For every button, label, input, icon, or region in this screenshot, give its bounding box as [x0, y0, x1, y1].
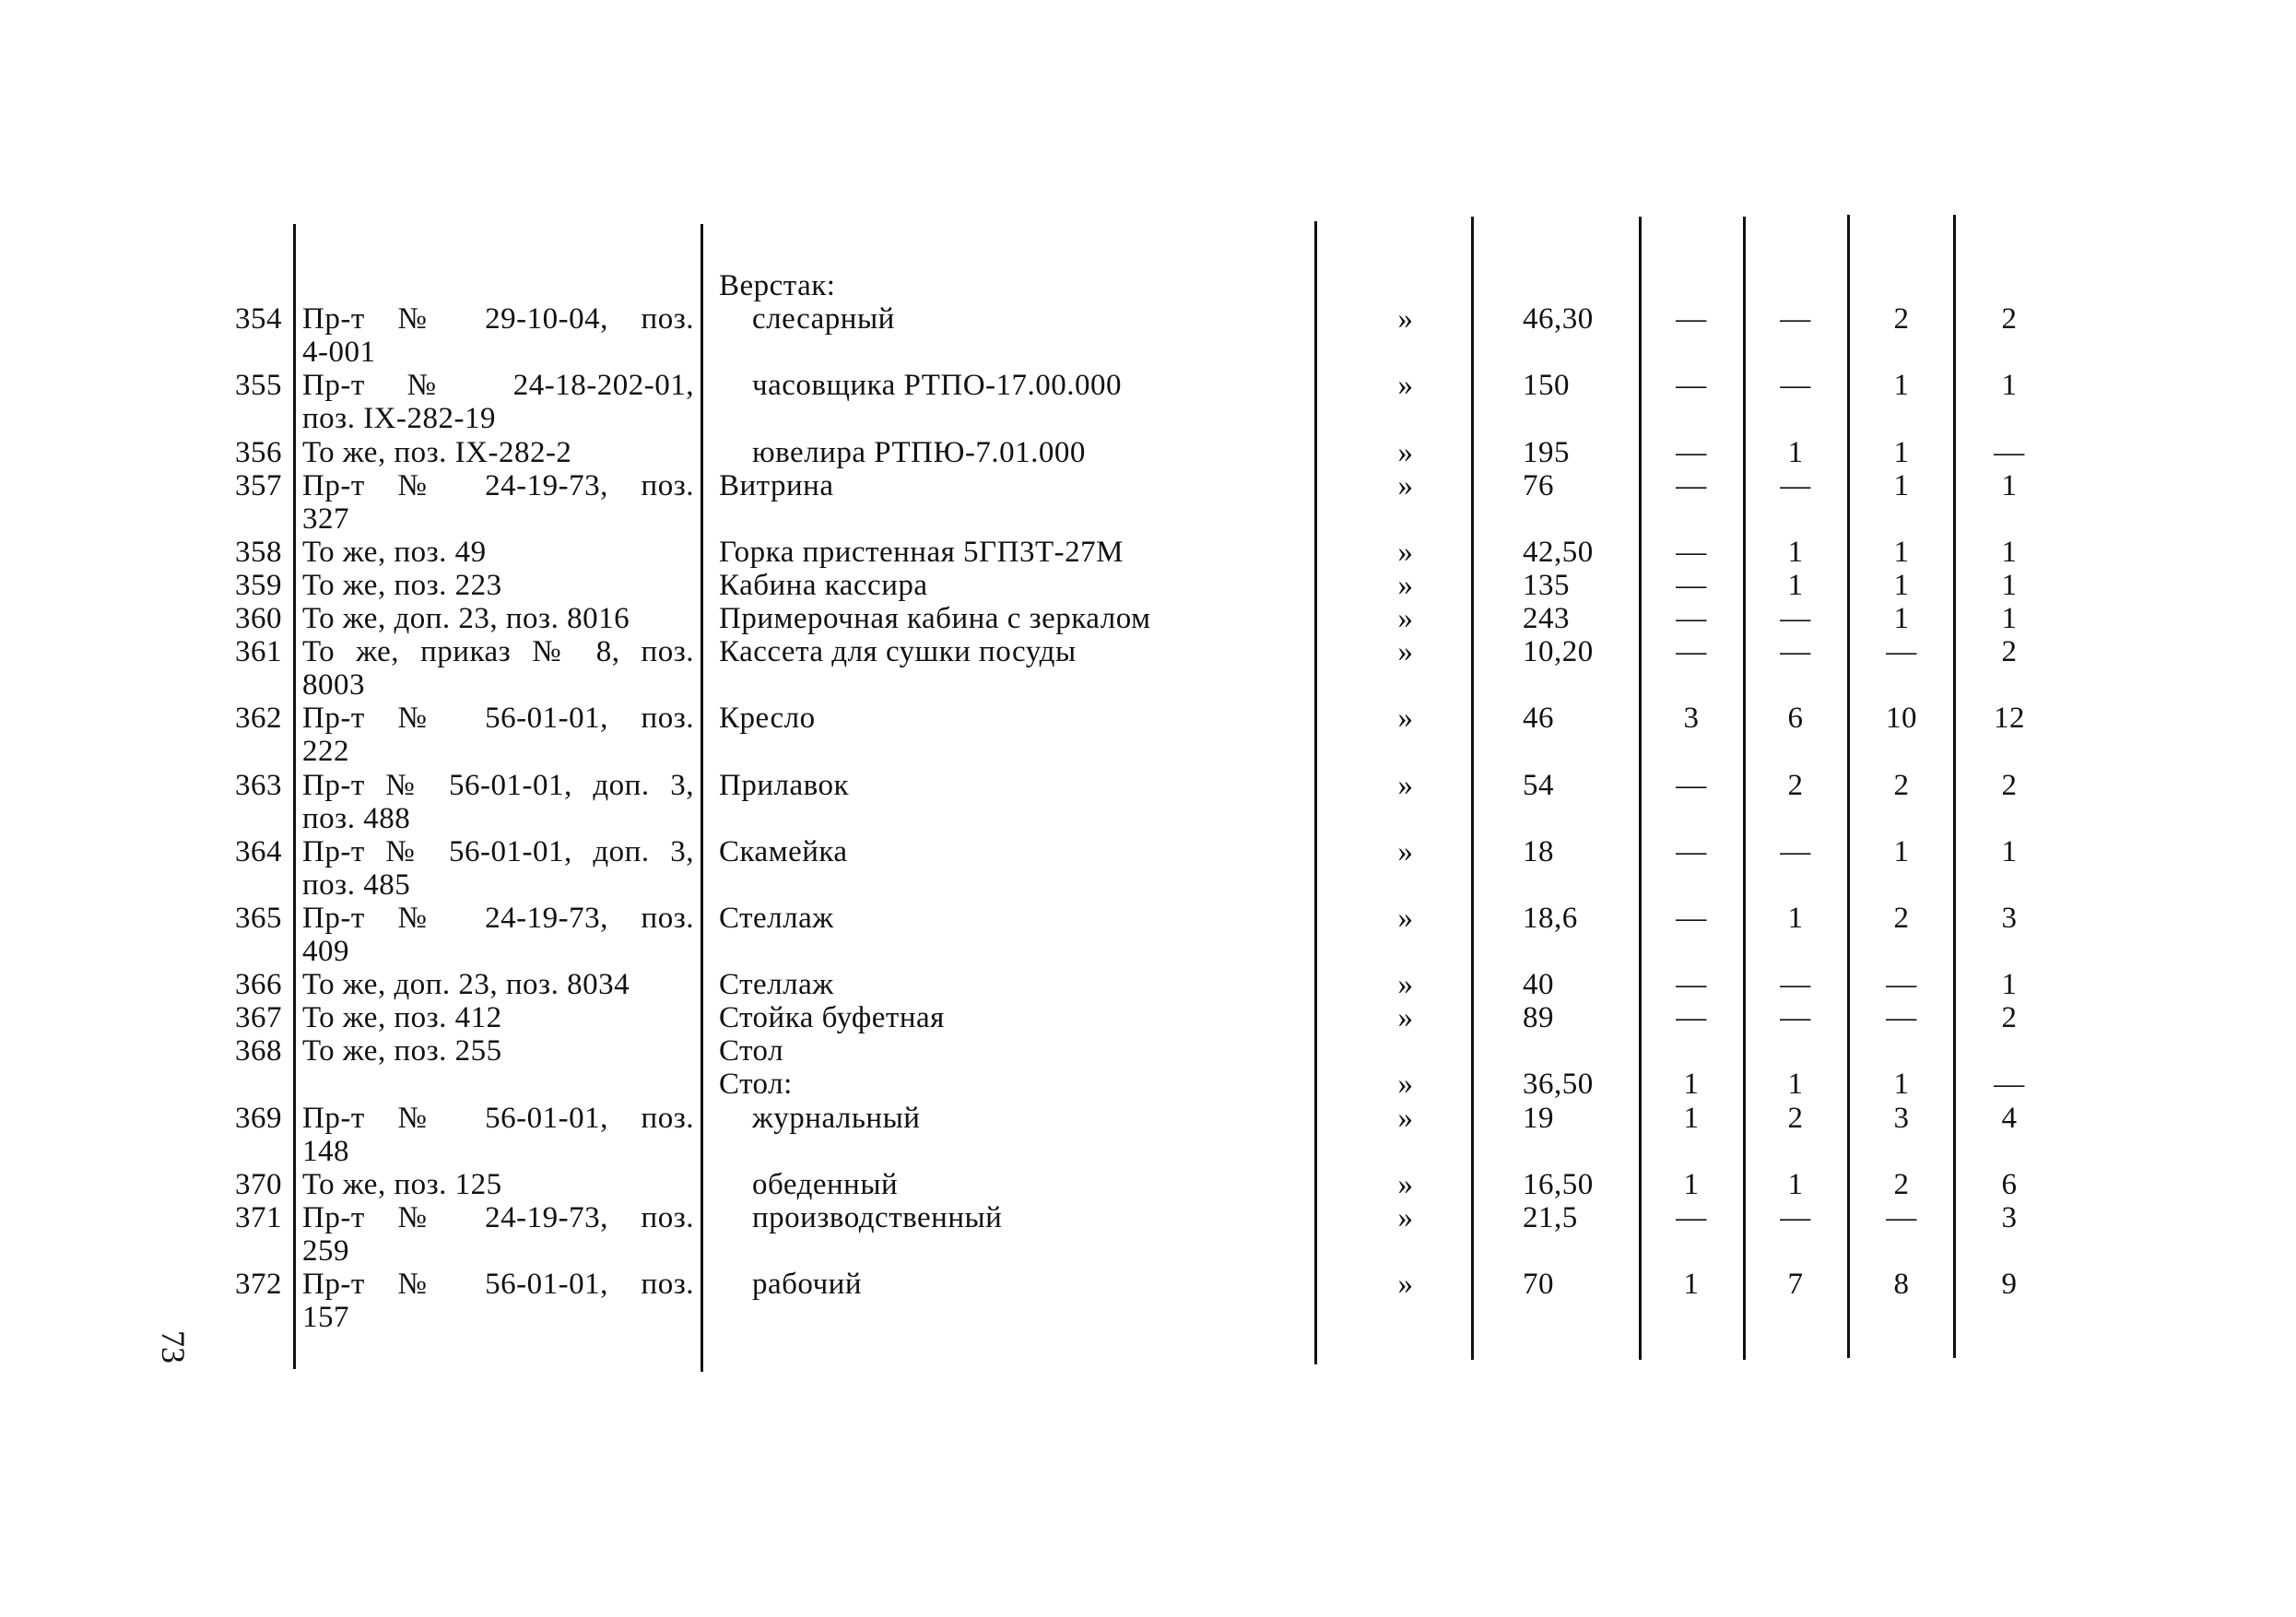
column-divider — [1953, 215, 1956, 1358]
reference-line: поз. 485 — [302, 868, 411, 902]
count-col-4: 3 — [2001, 1200, 2018, 1234]
count-col-3: — — [1886, 635, 1917, 669]
reference-line: То же, поз. IX-282-2 — [302, 435, 572, 469]
reference-line: 222 — [302, 735, 349, 769]
count-col-4: 2 — [2001, 635, 2018, 669]
count-col-3: — — [1886, 1001, 1917, 1035]
area-value: 70 — [1523, 1268, 1554, 1301]
count-col-1: — — [1676, 901, 1707, 935]
count-col-4: 12 — [1994, 702, 2025, 736]
reference-document — [302, 1034, 694, 1068]
row-number: 371 — [235, 1200, 282, 1234]
count-col-1: — — [1676, 1001, 1707, 1035]
count-col-4: 3 — [2001, 901, 2018, 935]
reference-line: Пр-т № 24-19-73, поз. — [302, 901, 694, 935]
reference-line: 409 — [302, 934, 349, 968]
count-col-1: — — [1676, 535, 1707, 569]
count-col-2: — — [1780, 834, 1811, 868]
reference-line: То же, приказ № 8, поз. — [302, 635, 694, 669]
count-col-4: — — [1994, 1068, 2025, 1102]
reference-line: 4-001 — [302, 336, 376, 370]
reference-document — [302, 602, 694, 635]
reference-line: То же, поз. 255 — [302, 1034, 502, 1068]
unit-mark: » — [1397, 1200, 1414, 1234]
count-col-1: — — [1676, 302, 1707, 336]
reference-line: 327 — [302, 502, 349, 536]
count-col-1: — — [1676, 568, 1707, 602]
count-col-4: 2 — [2001, 768, 2018, 802]
reference-line: Пр-т № 24-19-73, поз. — [302, 468, 694, 502]
item-name: производственный — [752, 1200, 1003, 1234]
reference-line: То же, поз. 49 — [302, 535, 487, 569]
reference-document — [302, 1201, 694, 1268]
item-name: Верстак: — [719, 269, 836, 302]
row-number: 367 — [235, 1001, 282, 1035]
reference-line: Пр-т № 56-01-01, доп. 3, — [302, 768, 694, 802]
unit-mark: » — [1397, 468, 1414, 502]
count-col-2: — — [1780, 468, 1811, 502]
reference-document — [302, 1001, 694, 1034]
count-col-4: 1 — [2001, 369, 2018, 403]
count-col-1: — — [1676, 768, 1707, 802]
row-number: 370 — [235, 1167, 282, 1201]
column-divider — [1743, 217, 1746, 1360]
reference-document — [302, 769, 694, 835]
count-col-3: — — [1886, 1200, 1917, 1234]
reference-document — [302, 968, 694, 1001]
area-value: 10,20 — [1523, 635, 1594, 669]
area-value: 150 — [1523, 369, 1570, 403]
row-number: 366 — [235, 968, 282, 1002]
count-col-3: 2 — [1893, 302, 1910, 336]
count-col-1: — — [1676, 968, 1707, 1002]
reference-line: Пр-т № 29-10-04, поз. — [302, 302, 694, 336]
row-number: 358 — [235, 535, 282, 569]
item-name: слесарный — [752, 302, 895, 336]
count-col-4: 2 — [2001, 302, 2018, 336]
area-value: 18,6 — [1523, 901, 1578, 935]
unit-mark: » — [1397, 968, 1414, 1002]
reference-document — [302, 536, 694, 569]
count-col-2: — — [1780, 1001, 1811, 1035]
count-col-2: 2 — [1787, 768, 1804, 802]
count-col-1: — — [1676, 468, 1707, 502]
count-col-3: 1 — [1893, 435, 1910, 469]
row-number: 356 — [235, 435, 282, 469]
count-col-2: 1 — [1787, 901, 1804, 935]
unit-mark: » — [1397, 1268, 1414, 1301]
unit-mark: » — [1397, 568, 1414, 602]
item-name: Кабина кассира — [719, 568, 928, 602]
count-col-1: — — [1676, 1200, 1707, 1234]
area-value: 195 — [1523, 435, 1570, 469]
unit-mark: » — [1397, 768, 1414, 802]
area-value: 243 — [1523, 602, 1570, 635]
unit-mark: » — [1397, 1101, 1414, 1135]
count-col-1: 3 — [1683, 702, 1700, 736]
count-col-3: 1 — [1893, 834, 1910, 868]
area-value: 89 — [1523, 1001, 1554, 1035]
item-name: Горка пристенная 5ГП3Т-27М — [719, 535, 1124, 569]
count-col-2: 6 — [1787, 702, 1804, 736]
item-name: Кресло — [719, 702, 816, 736]
row-number: 354 — [235, 302, 282, 336]
count-col-1: 1 — [1683, 1068, 1700, 1102]
count-col-3: — — [1886, 968, 1917, 1002]
count-col-2: — — [1780, 968, 1811, 1002]
count-col-4: 1 — [2001, 602, 2018, 635]
area-value: 46 — [1523, 702, 1554, 736]
reference-line: Пр-т № 56-01-01, поз. — [302, 1101, 694, 1135]
unit-mark: » — [1397, 369, 1414, 403]
reference-document — [302, 902, 694, 968]
area-value: 42,50 — [1523, 535, 1594, 569]
count-col-1: — — [1676, 369, 1707, 403]
unit-mark: » — [1397, 1167, 1414, 1201]
item-name: Примерочная кабина с зеркалом — [719, 602, 1151, 635]
count-col-4: 6 — [2001, 1167, 2018, 1201]
reference-document — [302, 835, 694, 902]
reference-document — [302, 635, 694, 702]
count-col-1: — — [1676, 635, 1707, 669]
count-col-2: — — [1780, 1200, 1811, 1234]
area-value: 76 — [1523, 468, 1554, 502]
reference-line: Пр-т № 56-01-01, поз. — [302, 1268, 694, 1301]
count-col-4: 9 — [2001, 1268, 2018, 1301]
area-value: 46,30 — [1523, 302, 1594, 336]
reference-line: 157 — [302, 1301, 349, 1334]
reference-line: Пр-т № 56-01-01, поз. — [302, 702, 694, 736]
count-col-4: 1 — [2001, 834, 2018, 868]
reference-document — [302, 1268, 694, 1334]
area-value: 21,5 — [1523, 1200, 1578, 1234]
count-col-3: 1 — [1893, 468, 1910, 502]
item-name: Прилавок — [719, 768, 849, 802]
row-number: 372 — [235, 1268, 282, 1301]
unit-mark: » — [1397, 702, 1414, 736]
count-col-1: — — [1676, 435, 1707, 469]
count-col-4: 2 — [2001, 1001, 2018, 1035]
item-name: Стеллаж — [719, 901, 834, 935]
count-col-4: 1 — [2001, 968, 2018, 1002]
reference-line: То же, доп. 23, поз. 8016 — [302, 602, 630, 635]
row-number: 368 — [235, 1034, 282, 1068]
count-col-3: 2 — [1893, 901, 1910, 935]
item-name: журнальный — [752, 1101, 921, 1135]
row-number: 359 — [235, 568, 282, 602]
column-divider — [1639, 217, 1642, 1360]
reference-line: 8003 — [302, 668, 365, 702]
row-number: 365 — [235, 901, 282, 935]
unit-mark: » — [1397, 535, 1414, 569]
reference-line: Пр-т № 56-01-01, доп. 3, — [302, 834, 694, 868]
count-col-2: 1 — [1787, 1167, 1804, 1201]
item-name: ювелира РТПЮ-7.01.000 — [752, 435, 1086, 469]
count-col-3: 8 — [1893, 1268, 1910, 1301]
count-col-2: — — [1780, 635, 1811, 669]
count-col-3: 1 — [1893, 369, 1910, 403]
page-number: 73 — [155, 1330, 192, 1363]
reference-line: То же, поз. 412 — [302, 1001, 502, 1035]
count-col-1: 1 — [1683, 1167, 1700, 1201]
unit-mark: » — [1397, 901, 1414, 935]
area-value: 18 — [1523, 834, 1554, 868]
reference-line: 148 — [302, 1134, 349, 1168]
count-col-3: 1 — [1893, 568, 1910, 602]
row-number: 363 — [235, 768, 282, 802]
unit-mark: » — [1397, 1001, 1414, 1035]
count-col-3: 1 — [1893, 535, 1910, 569]
count-col-1: — — [1676, 834, 1707, 868]
row-number: 357 — [235, 468, 282, 502]
column-divider — [1847, 215, 1850, 1358]
count-col-2: 1 — [1787, 435, 1804, 469]
area-value: 19 — [1523, 1101, 1554, 1135]
count-col-1: 1 — [1683, 1268, 1700, 1301]
count-col-3: 2 — [1893, 1167, 1910, 1201]
count-col-2: — — [1780, 602, 1811, 635]
item-name: Стол: — [719, 1068, 793, 1102]
reference-line: То же, поз. 125 — [302, 1167, 502, 1201]
reference-document — [302, 1102, 694, 1168]
count-col-4: — — [1994, 435, 2025, 469]
count-col-1: — — [1676, 602, 1707, 635]
area-value: 135 — [1523, 568, 1570, 602]
item-name: часовщика РТПО-17.00.000 — [752, 369, 1123, 403]
reference-document — [302, 1168, 694, 1201]
item-name: Стеллаж — [719, 968, 834, 1002]
item-name: Кассета для сушки посуды — [719, 635, 1077, 669]
reference-document — [302, 369, 694, 435]
reference-line: 259 — [302, 1233, 349, 1268]
item-name: Витрина — [719, 468, 834, 502]
reference-line: поз. 488 — [302, 801, 411, 835]
count-col-2: 1 — [1787, 535, 1804, 569]
count-col-4: 1 — [2001, 568, 2018, 602]
area-value: 54 — [1523, 768, 1554, 802]
count-col-2: 1 — [1787, 1068, 1804, 1102]
count-col-2: 7 — [1787, 1268, 1804, 1301]
unit-mark: » — [1397, 635, 1414, 669]
column-divider — [293, 224, 296, 1369]
count-col-2: 2 — [1787, 1101, 1804, 1135]
row-number: 360 — [235, 602, 282, 635]
item-name: рабочий — [752, 1268, 862, 1301]
unit-mark: » — [1397, 435, 1414, 469]
column-divider — [701, 224, 703, 1372]
unit-mark: » — [1397, 302, 1414, 336]
count-col-4: 1 — [2001, 535, 2018, 569]
unit-mark: » — [1397, 1068, 1414, 1102]
count-col-3: 1 — [1893, 602, 1910, 635]
row-number: 361 — [235, 635, 282, 669]
count-col-3: 2 — [1893, 768, 1910, 802]
count-col-3: 1 — [1893, 1068, 1910, 1102]
reference-document — [302, 469, 694, 536]
count-col-1: 1 — [1683, 1101, 1700, 1135]
item-name: Скамейка — [719, 834, 848, 868]
item-name: Стол — [719, 1034, 784, 1068]
item-name: обеденный — [752, 1167, 899, 1201]
row-number: 364 — [235, 834, 282, 868]
row-number: 355 — [235, 369, 282, 403]
reference-line: Пр-т № 24-18-202-01, — [302, 369, 694, 403]
reference-document — [302, 302, 694, 369]
reference-line: То же, поз. 223 — [302, 568, 502, 602]
count-col-4: 4 — [2001, 1101, 2018, 1135]
reference-line: поз. IX-282-19 — [302, 402, 496, 436]
unit-mark: » — [1397, 834, 1414, 868]
row-number: 369 — [235, 1101, 282, 1135]
count-col-4: 1 — [2001, 468, 2018, 502]
row-number: 362 — [235, 702, 282, 736]
count-col-2: — — [1780, 369, 1811, 403]
unit-mark: » — [1397, 602, 1414, 635]
count-col-2: 1 — [1787, 568, 1804, 602]
count-col-2: — — [1780, 302, 1811, 336]
count-col-3: 10 — [1886, 702, 1917, 736]
reference-document — [302, 569, 694, 602]
count-col-3: 3 — [1893, 1101, 1910, 1135]
column-divider — [1471, 217, 1474, 1360]
reference-document — [302, 436, 694, 469]
area-value: 36,50 — [1523, 1068, 1594, 1102]
item-name: Стойка буфетная — [719, 1001, 945, 1035]
reference-line: То же, доп. 23, поз. 8034 — [302, 968, 630, 1002]
reference-line: Пр-т № 24-19-73, поз. — [302, 1200, 694, 1234]
area-value: 40 — [1523, 968, 1554, 1002]
column-divider — [1314, 221, 1317, 1364]
reference-document — [302, 702, 694, 768]
area-value: 16,50 — [1523, 1167, 1594, 1201]
